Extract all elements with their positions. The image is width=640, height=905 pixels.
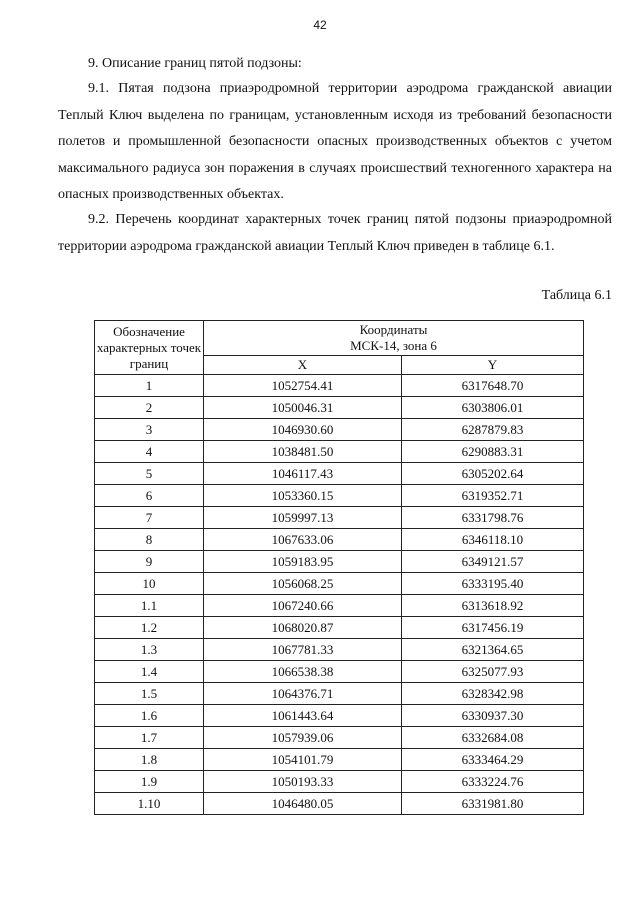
table-row bbox=[95, 727, 584, 749]
x-coordinate-cell: 1067240.66 bbox=[204, 595, 402, 617]
y-coordinate-cell: 6333195.40 bbox=[402, 573, 584, 595]
x-coordinate-cell: 1046930.60 bbox=[204, 419, 402, 441]
y-coordinate-cell: 6332684.08 bbox=[402, 727, 584, 749]
x-coordinate-cell: 1067781.33 bbox=[204, 639, 402, 661]
point-id-cell: 2 bbox=[95, 397, 204, 419]
point-id-cell: 4 bbox=[95, 441, 204, 463]
table-row bbox=[95, 551, 584, 573]
point-id-cell: 1.6 bbox=[95, 705, 204, 727]
section-heading: 9. Описание границ пятой подзоны: bbox=[88, 56, 302, 71]
point-id-cell: 1.5 bbox=[95, 683, 204, 705]
y-coordinate-cell: 6317456.19 bbox=[402, 617, 584, 639]
x-coordinate-cell: 1064376.71 bbox=[204, 683, 402, 705]
point-id-cell: 1.10 bbox=[95, 793, 204, 815]
table-row bbox=[95, 749, 584, 771]
point-id-cell: 3 bbox=[95, 419, 204, 441]
header-x: X bbox=[204, 356, 402, 375]
y-coordinate-cell: 6328342.98 bbox=[402, 683, 584, 705]
point-id-cell: 1.2 bbox=[95, 617, 204, 639]
table-row bbox=[95, 463, 584, 485]
x-coordinate-cell: 1059183.95 bbox=[204, 551, 402, 573]
point-id-cell: 8 bbox=[95, 529, 204, 551]
table-row bbox=[95, 375, 584, 397]
point-id-cell: 1.8 bbox=[95, 749, 204, 771]
point-id-cell: 10 bbox=[95, 573, 204, 595]
paragraph-9-1: 9.1. Пятая подзона приаэродромной территории аэродрома гражданской авиации Теплый Ключ выделена по границам, установленным исходя из требований безопасности полетов и промышленной безопасности опасных производственных объектов с учетом максимального радиуса зон поражения в случаях происшествий техногенного характера на опасных производственных объектах. bbox=[58, 81, 612, 202]
table-row bbox=[95, 771, 584, 793]
table-row bbox=[95, 595, 584, 617]
table-row bbox=[95, 639, 584, 661]
y-coordinate-cell: 6330937.30 bbox=[402, 705, 584, 727]
point-id-cell: 5 bbox=[95, 463, 204, 485]
x-coordinate-cell: 1054101.79 bbox=[204, 749, 402, 771]
point-id-cell: 6 bbox=[95, 485, 204, 507]
x-coordinate-cell: 1046480.05 bbox=[204, 793, 402, 815]
point-id-cell: 7 bbox=[95, 507, 204, 529]
y-coordinate-cell: 6331798.76 bbox=[402, 507, 584, 529]
page-number: 42 bbox=[313, 18, 327, 32]
point-id-cell: 9 bbox=[95, 551, 204, 573]
table-row bbox=[95, 617, 584, 639]
header-coordinates-title: Координаты bbox=[359, 322, 428, 337]
header-y: Y bbox=[402, 356, 584, 375]
header-coordinates bbox=[204, 321, 584, 356]
point-id-cell: 1.7 bbox=[95, 727, 204, 749]
table-row bbox=[95, 705, 584, 727]
x-coordinate-cell: 1053360.15 bbox=[204, 485, 402, 507]
x-coordinate-cell: 1050046.31 bbox=[204, 397, 402, 419]
x-coordinate-cell: 1066538.38 bbox=[204, 661, 402, 683]
coordinates-table-body bbox=[95, 375, 584, 815]
x-coordinate-cell: 1057939.06 bbox=[204, 727, 402, 749]
x-coordinate-cell: 1059997.13 bbox=[204, 507, 402, 529]
table-row bbox=[95, 419, 584, 441]
table-row bbox=[95, 661, 584, 683]
x-coordinate-cell: 1052754.41 bbox=[204, 375, 402, 397]
point-id-cell: 1.9 bbox=[95, 771, 204, 793]
table-row bbox=[95, 397, 584, 419]
x-coordinate-cell: 1061443.64 bbox=[204, 705, 402, 727]
y-coordinate-cell: 6290883.31 bbox=[402, 441, 584, 463]
y-coordinate-cell: 6305202.64 bbox=[402, 463, 584, 485]
table-row bbox=[95, 485, 584, 507]
y-coordinate-cell: 6346118.10 bbox=[402, 529, 584, 551]
table-caption: Таблица 6.1 bbox=[541, 288, 612, 303]
y-coordinate-cell: 6325077.93 bbox=[402, 661, 584, 683]
table-row bbox=[95, 573, 584, 595]
y-coordinate-cell: 6317648.70 bbox=[402, 375, 584, 397]
y-coordinate-cell: 6333464.29 bbox=[402, 749, 584, 771]
y-coordinate-cell: 6313618.92 bbox=[402, 595, 584, 617]
header-point-designation: Обозначение характерных точек границ bbox=[95, 321, 204, 375]
point-id-cell: 1.4 bbox=[95, 661, 204, 683]
table-row bbox=[95, 441, 584, 463]
x-coordinate-cell: 1068020.87 bbox=[204, 617, 402, 639]
x-coordinate-cell: 1067633.06 bbox=[204, 529, 402, 551]
point-id-cell: 1 bbox=[95, 375, 204, 397]
y-coordinate-cell: 6333224.76 bbox=[402, 771, 584, 793]
table-row bbox=[95, 529, 584, 551]
y-coordinate-cell: 6303806.01 bbox=[402, 397, 584, 419]
x-coordinate-cell: 1056068.25 bbox=[204, 573, 402, 595]
x-coordinate-cell: 1038481.50 bbox=[204, 441, 402, 463]
coordinates-table bbox=[94, 320, 584, 815]
y-coordinate-cell: 6349121.57 bbox=[402, 551, 584, 573]
x-coordinate-cell: 1050193.33 bbox=[204, 771, 402, 793]
paragraph-9-2: 9.2. Перечень координат характерных точек границ пятой подзоны приаэродромной территории аэродрома гражданской авиации Теплый Ключ приведен в таблице 6.1. bbox=[58, 212, 612, 254]
y-coordinate-cell: 6321364.65 bbox=[402, 639, 584, 661]
point-id-cell: 1.3 bbox=[95, 639, 204, 661]
point-id-cell: 1.1 bbox=[95, 595, 204, 617]
table-row bbox=[95, 683, 584, 705]
y-coordinate-cell: 6319352.71 bbox=[402, 485, 584, 507]
table-row bbox=[95, 507, 584, 529]
y-coordinate-cell: 6287879.83 bbox=[402, 419, 584, 441]
header-coordinate-system: МСК-14, зона 6 bbox=[350, 338, 437, 353]
x-coordinate-cell: 1046117.43 bbox=[204, 463, 402, 485]
table-row bbox=[95, 793, 584, 815]
y-coordinate-cell: 6331981.80 bbox=[402, 793, 584, 815]
